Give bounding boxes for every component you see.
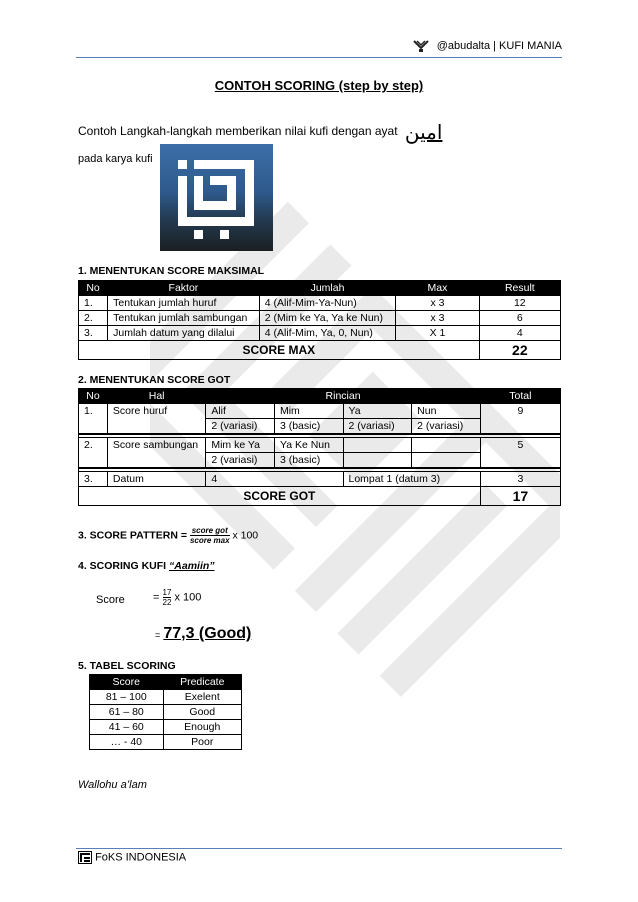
cell: 4 (Alif-Mim-Ya-Nun) (259, 296, 396, 311)
fraction-numerator: score got (191, 526, 228, 535)
col-header: Result (479, 281, 560, 296)
cell: 3 (basic) (274, 419, 343, 435)
score-label: Score (96, 594, 125, 606)
footer-divider (76, 848, 562, 849)
intro-text: Contoh Langkah-langkah memberikan nilai kufi dengan ayat (78, 124, 398, 139)
section3-heading: 3. SCORE PATTERN = (78, 529, 188, 542)
foks-logo-icon (78, 851, 92, 864)
cell: 81 – 100 (90, 690, 164, 705)
footer-text: FoKS INDONESIA (95, 851, 187, 864)
table-row (79, 472, 561, 487)
cell: Mim (274, 404, 343, 419)
col-header: Rincian (206, 389, 480, 404)
table-row (79, 326, 561, 341)
page-title: CONTOH SCORING (step by step) (214, 78, 424, 93)
total-row (79, 341, 561, 360)
intro-line (78, 120, 442, 144)
cell (343, 453, 412, 469)
cell: 2 (variasi) (412, 419, 481, 435)
cell: Mim ke Ya (206, 438, 275, 453)
col-header: Faktor (108, 281, 260, 296)
score-got-table (78, 388, 561, 506)
cell: 5 (480, 438, 560, 469)
cell: 2 (variasi) (343, 419, 412, 435)
score-result-value: 77,3 (Good) (163, 625, 252, 642)
cell: 2 (variasi) (206, 419, 275, 435)
cell: Ya Ke Nun (274, 438, 343, 453)
section4-heading-text: 4. SCORING KUFI (78, 560, 170, 572)
cell: Tentukan jumlah sambungan (108, 311, 260, 326)
cell: Tentukan jumlah huruf (108, 296, 260, 311)
section2-heading: 2. MENENTUKAN SCORE GOT (78, 374, 231, 386)
score-max-label: SCORE MAX (79, 341, 480, 360)
cell: Datum (107, 472, 205, 487)
eq-sign: = (153, 591, 160, 604)
cell: Good (163, 705, 241, 720)
col-header: Hal (107, 389, 205, 404)
cell: Poor (163, 735, 241, 750)
fraction-denominator: 22 (162, 598, 172, 607)
col-header: Score (90, 675, 164, 690)
intro-line-2: pada karya kufi (78, 153, 153, 165)
table-row (79, 311, 561, 326)
cell: Nun (412, 404, 481, 419)
cell: 1. (79, 404, 108, 435)
cell: 3. (79, 326, 108, 341)
header-divider (76, 57, 562, 58)
cell: 6 (479, 311, 560, 326)
fraction-denominator: score max (189, 536, 230, 545)
arabic-word: امين (404, 120, 443, 144)
score-got-label: SCORE GOT (79, 487, 481, 506)
section1-heading: 1. MENENTUKAN SCORE MAKSIMAL (78, 265, 265, 277)
section4-heading-em: “Aamiin” (169, 560, 215, 572)
cell: Enough (163, 720, 241, 735)
table-row (90, 720, 242, 735)
fraction-numerator: 17 (162, 588, 172, 597)
cell: 41 – 60 (90, 720, 164, 735)
cell: 3 (480, 472, 560, 487)
kufi-artwork-image (160, 144, 273, 251)
score-formula (153, 588, 201, 607)
score-max-value: 22 (479, 341, 560, 360)
col-header: No (79, 281, 108, 296)
cell: 4 (206, 472, 343, 487)
cell (412, 438, 481, 453)
closing-text: Wallohu a’lam (78, 779, 147, 791)
cell: Lompat 1 (datum 3) (343, 472, 480, 487)
cell: 1. (79, 296, 108, 311)
cell: 61 – 80 (90, 705, 164, 720)
cell: 3. (79, 472, 108, 487)
section3 (78, 526, 258, 545)
footer (78, 851, 186, 864)
scoring-table (89, 674, 242, 750)
cell: 3 (basic) (274, 453, 343, 469)
cell: 2. (79, 438, 108, 469)
cell: 2. (79, 311, 108, 326)
cell (343, 438, 412, 453)
table-row (79, 438, 561, 453)
table-row (90, 735, 242, 750)
cell: 4 (Alif-Mim, Ya, 0, Nun) (259, 326, 396, 341)
cell: Score sambungan (107, 438, 205, 469)
eq-sign: = (155, 630, 161, 640)
cell: Exelent (163, 690, 241, 705)
cell: 2 (variasi) (206, 453, 275, 469)
table-row (79, 296, 561, 311)
cell: 12 (479, 296, 560, 311)
col-header: Max (396, 281, 479, 296)
score-got-value: 17 (480, 487, 560, 506)
total-row (79, 487, 561, 506)
header-brand-text: @abudalta | KUFI MANIA (436, 39, 562, 52)
cell: 4 (479, 326, 560, 341)
cell (412, 453, 481, 469)
cell: Alif (206, 404, 275, 419)
col-header: Jumlah (259, 281, 396, 296)
col-header: No (79, 389, 108, 404)
section5-heading: 5. TABEL SCORING (78, 660, 176, 672)
col-header: Total (480, 389, 560, 404)
table-row (90, 705, 242, 720)
section4-heading (78, 560, 215, 572)
header-brand (412, 39, 562, 53)
formula-tail: x 100 (174, 591, 202, 604)
col-header: Predicate (163, 675, 241, 690)
kufi-logo-icon (412, 39, 430, 53)
cell: Jumlah datum yang dilalui (108, 326, 260, 341)
table-row (90, 690, 242, 705)
score-fraction (190, 526, 230, 545)
section3-tail: x 100 (232, 529, 259, 542)
cell: x 3 (396, 311, 479, 326)
cell: 2 (Mim ke Ya, Ya ke Nun) (259, 311, 396, 326)
cell: … - 40 (90, 735, 164, 750)
score-result (155, 625, 251, 643)
score-fraction-values (163, 588, 172, 607)
score-max-table (78, 280, 561, 360)
cell: Score huruf (107, 404, 205, 435)
cell: x 3 (396, 296, 479, 311)
cell: X 1 (396, 326, 479, 341)
cell: 9 (480, 404, 560, 435)
cell: Ya (343, 404, 412, 419)
table-row (79, 404, 561, 419)
